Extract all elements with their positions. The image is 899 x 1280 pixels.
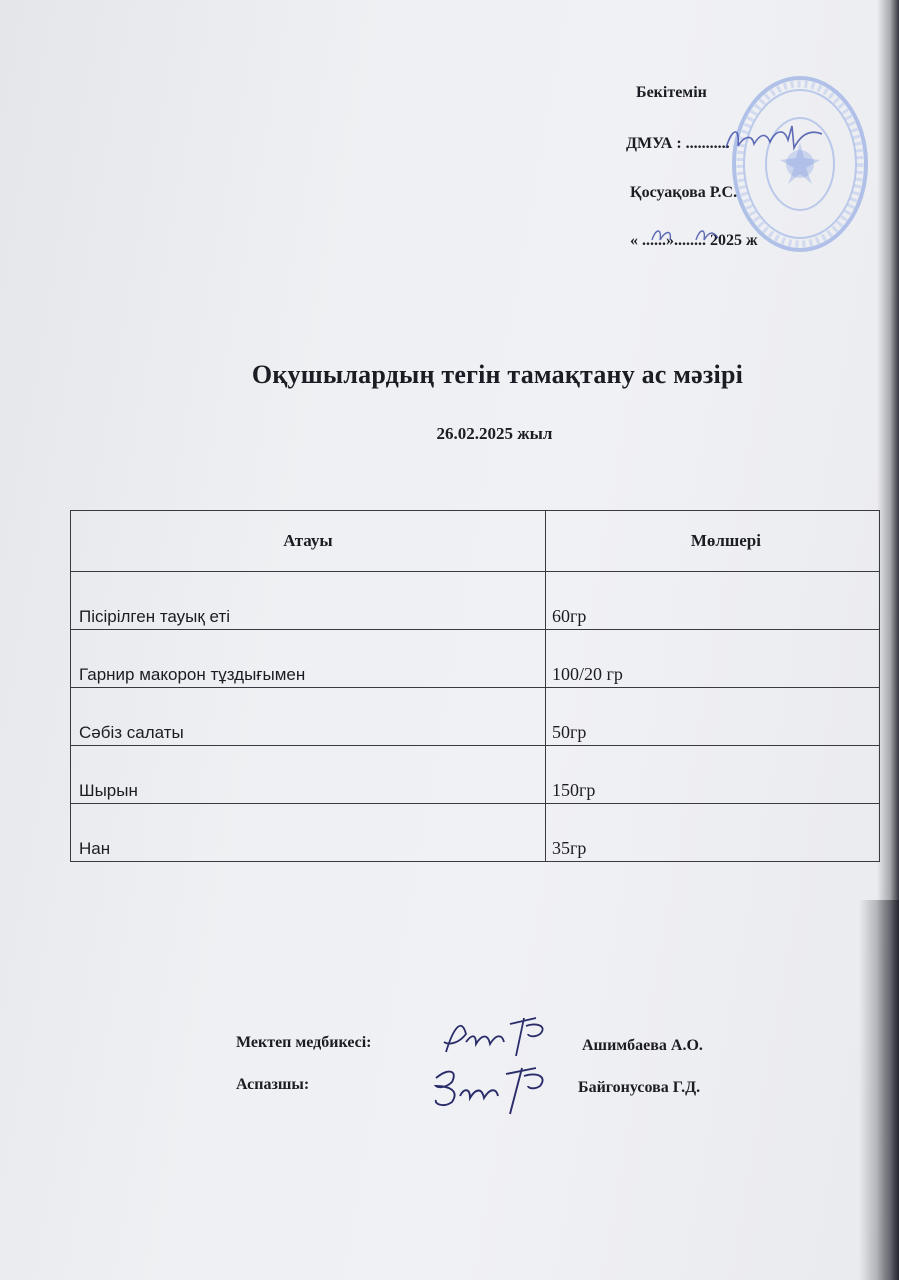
dish-quantity: 60гр — [546, 572, 880, 630]
column-header-name: Атауы — [71, 511, 546, 572]
nurse-signature — [436, 1012, 554, 1060]
table-row — [71, 688, 880, 746]
approval-date-handwriting — [646, 220, 736, 246]
nurse-name: Ашимбаева А.О. — [582, 1037, 703, 1054]
page-corner-shadow — [859, 900, 899, 1280]
table-header-row — [71, 511, 880, 572]
dish-name: Нан — [71, 804, 546, 862]
cook-name: Байгонусова Г.Д. — [578, 1079, 701, 1096]
table-row — [71, 572, 880, 630]
approver-name: Қосуақова Р.С. — [630, 184, 738, 201]
page-title-text: Оқушылардың тегін тамақтану ас мәзірі — [251, 360, 744, 389]
approver-signature — [718, 118, 828, 158]
table-row — [71, 746, 880, 804]
dish-quantity: 35гр — [546, 804, 880, 862]
cook-role-label: Аспазшы: — [236, 1076, 310, 1093]
menu-date — [0, 424, 899, 444]
dish-quantity: 100/20 гр — [546, 630, 880, 688]
column-header-quantity: Мөлшері — [546, 511, 880, 572]
cook-signature — [424, 1060, 554, 1116]
dish-name: Сәбіз салаты — [71, 688, 546, 746]
nurse-role-label: Мектеп медбикесі: — [236, 1034, 372, 1051]
dish-name: Гарнир макорон тұздығымен — [71, 630, 546, 688]
dish-quantity: 50гр — [546, 688, 880, 746]
dish-name: Шырын — [71, 746, 546, 804]
approve-label: Бекітемін — [636, 84, 707, 101]
dish-quantity: 150гр — [546, 746, 880, 804]
table-row — [71, 630, 880, 688]
page-title — [0, 360, 899, 390]
approval-date-line: « ......»........ 2025 ж — [630, 232, 758, 249]
table-row — [71, 804, 880, 862]
dish-name: Пісірілген тауық еті — [71, 572, 546, 630]
round-seal-stamp — [728, 72, 868, 257]
menu-date-text: 26.02.2025 жыл — [436, 424, 553, 443]
menu-table — [70, 510, 880, 862]
position-label: ДМУА : ........... — [626, 135, 730, 152]
